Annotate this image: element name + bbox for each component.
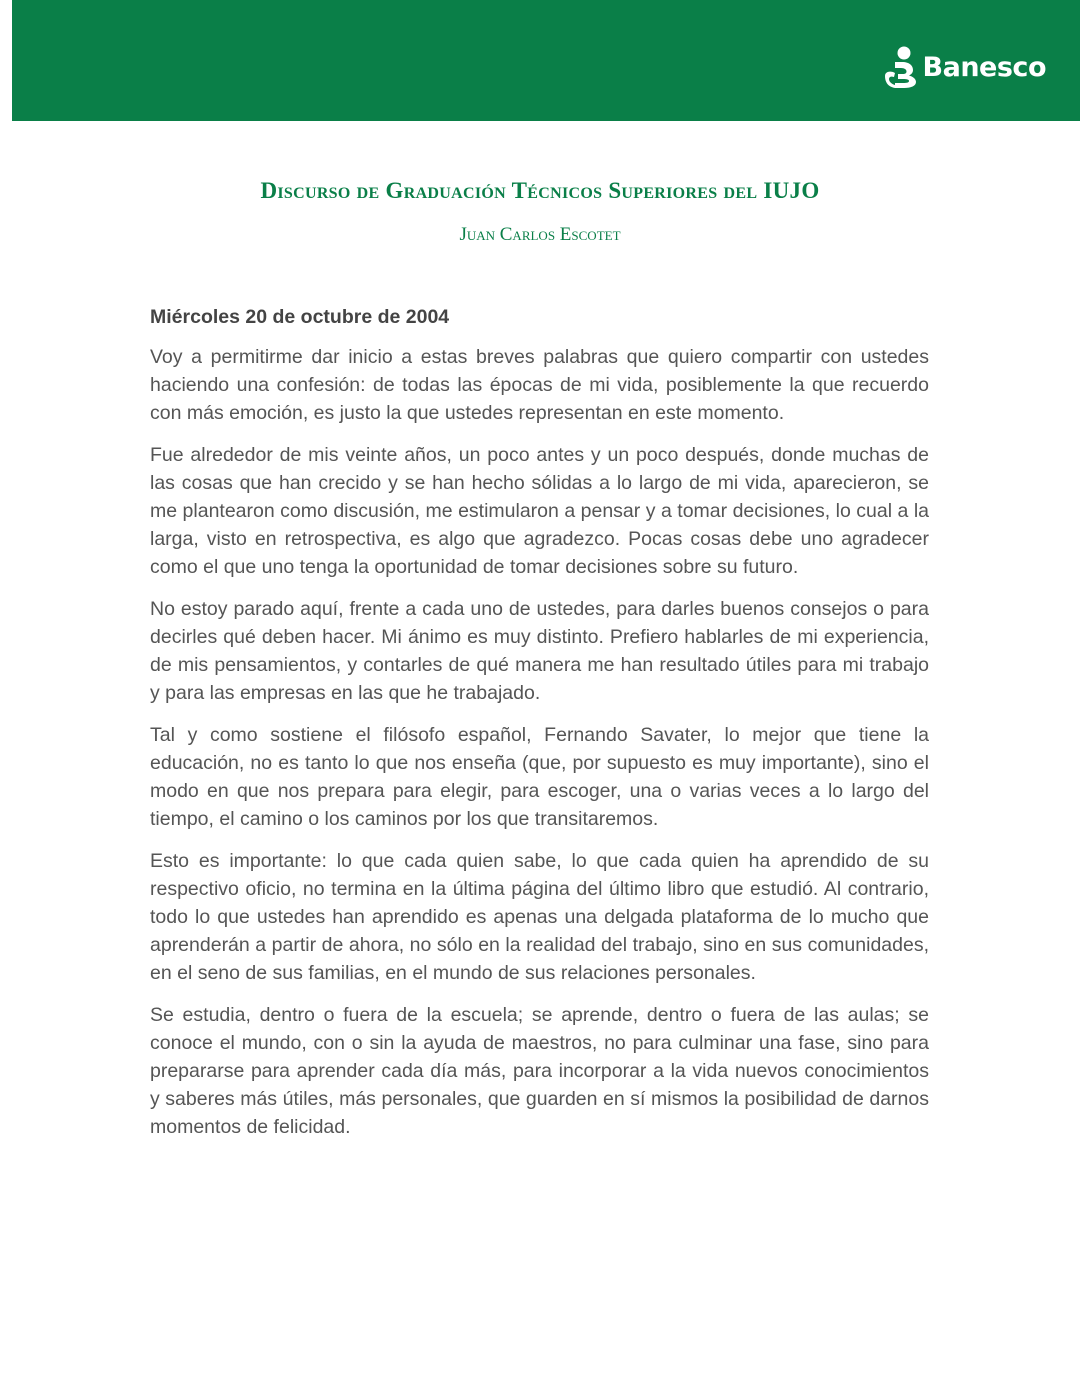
paragraph: Tal y como sostiene el filósofo español, Fernando Savater, lo mejor que tiene la educación, no es tanto lo que nos enseña (que, por supuesto es muy importante), sino el modo en que nos prepara para elegir, para escoger, una o varias veces a lo largo del tiempo, el camino o los caminos por los que transitaremos.: [150, 724, 929, 830]
banesco-logo: [883, 46, 1046, 88]
paragraph: Fue alrededor de mis veinte años, un poco antes y un poco después, donde muchas de las cosas que han crecido y se han hecho sólidas a lo largo de mi vida, aparecieron, se me plantearon como discusión, me estimularon a pensar y a tomar decisiones, lo cual a la larga, visto en retrospectiva, es algo que agradezco. Pocas cosas debe uno agradecer como el que uno tenga la oportunidad de tomar decisiones sobre su futuro.: [150, 444, 929, 578]
paragraph: No estoy parado aquí, frente a cada uno de ustedes, para darles buenos consejos o para decirles qué deben hacer. Mi ánimo es muy distinto. Prefiero hablarles de mi experiencia, de mis pensamientos, y contarles de qué manera me han resultado útiles para mi trabajo y para las empresas en las que he trabajado.: [150, 598, 929, 704]
document-title: Discurso de Graduación Técnicos Superiores del IUJO: [260, 178, 820, 203]
paragraph: Se estudia, dentro o fuera de la escuela; se aprende, dentro o fuera de las aulas; se conoce el mundo, con o sin la ayuda de maestros, no para culminar una fase, sino para prepararse para aprender cada día más, para incorporar a la vida nuevos conocimientos y saberes más útiles, más personales, que guarden en sí mismos la posibilidad de darnos momentos de felicidad.: [150, 1004, 929, 1138]
paragraph: Esto es importante: lo que cada quien sabe, lo que cada quien ha aprendido de su respectivo oficio, no termina en la última página del último libro que estudió. Al contrario, todo lo que ustedes han aprendido es apenas una delgada plataforma de lo mucho que aprenderán a partir de ahora, no sólo en la realidad del trabajo, sino en sus comunidades, en el seno de sus familias, en el mundo de sus relaciones personales.: [150, 850, 929, 984]
document-date: Miércoles 20 de octubre de 2004: [150, 306, 450, 328]
header-band: [12, 0, 1080, 121]
document-author: Juan Carlos Escotet: [459, 224, 621, 245]
brand-name: Banesco: [922, 51, 1046, 83]
paragraph: Voy a permitirme dar inicio a estas breves palabras que quiero compartir con ustedes haciendo una confesión: de todas las épocas de mi vida, posiblemente la que recuerdo con más emoción, es justo la que ustedes representan en este momento.: [150, 346, 929, 424]
document-body: [150, 303, 929, 1155]
banesco-figure-icon: [883, 46, 921, 88]
